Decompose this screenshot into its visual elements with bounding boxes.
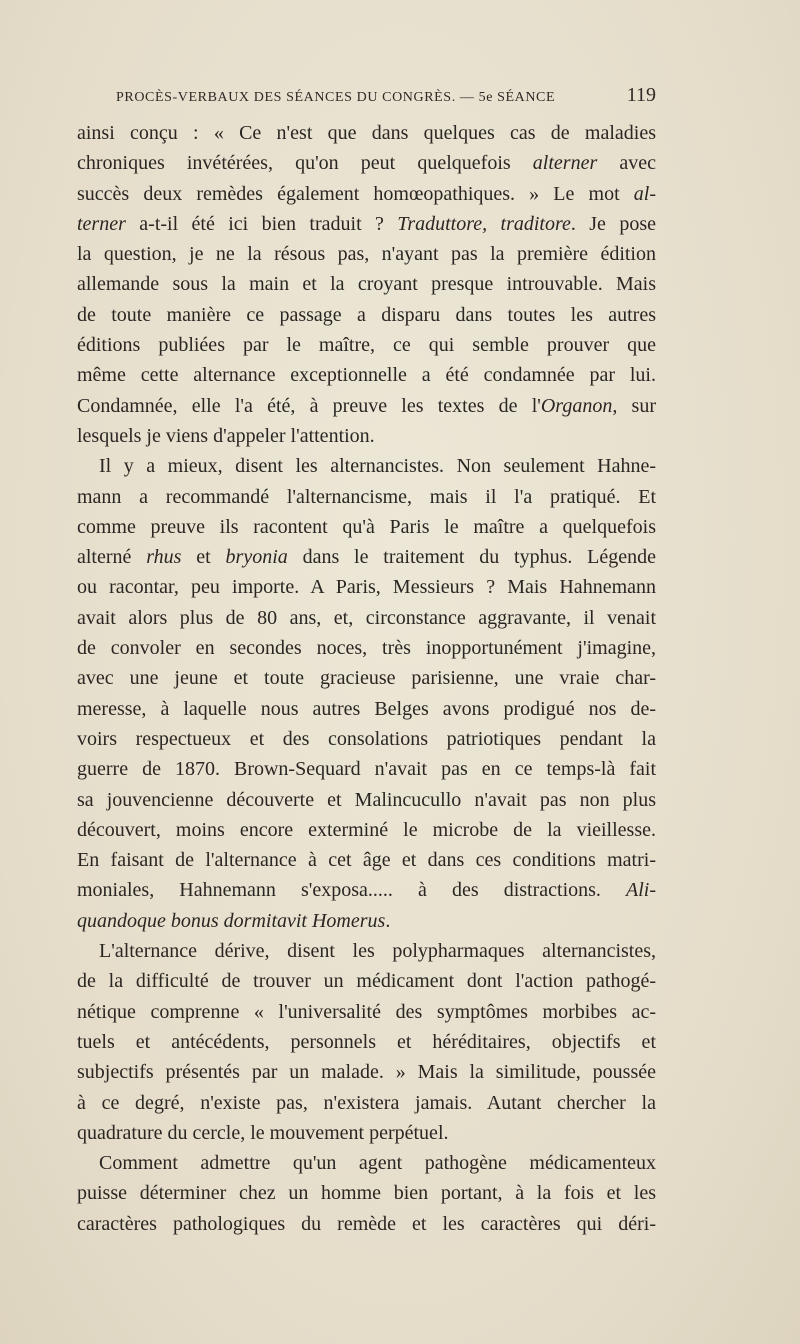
text-line: nétique comprenne « l'universalité des symptômes morbibes ac- xyxy=(77,1000,656,1023)
text-line: subjectifs présentés par un malade. » Mais la similitude, poussée xyxy=(77,1061,656,1084)
text-line: même cette alternance exceptionnelle a été condamnée par lui. xyxy=(77,364,656,387)
text-line: tuels et antécédents, personnels et héréditaires, objectifs et xyxy=(77,1030,656,1053)
text-line: allemande sous la main et la croyant presque introuvable. Mais xyxy=(77,273,656,296)
text-line: meresse, à laquelle nous autres Belges avons prodigué nos de- xyxy=(77,697,656,720)
text-line: caractères pathologiques du remède et les caractères qui déri- xyxy=(77,1212,656,1235)
text-line: alterné rhus et bryonia dans le traitement du typhus. Légende xyxy=(77,546,657,569)
text-line: la question, je ne la résous pas, n'ayant pas la première édition xyxy=(77,243,656,266)
body-text xyxy=(77,118,656,1239)
text-line: découvert, moins encore exterminé le microbe de la vieillesse. xyxy=(77,818,656,841)
text-line: mann a recommandé l'alternancisme, mais il l'a pratiqué. Et xyxy=(77,485,656,508)
text-line: quadrature du cercle, le mouvement perpétuel. xyxy=(77,1121,449,1144)
text-line: voirs respectueux et des consolations patriotiques pendant la xyxy=(77,727,656,750)
text-line: En faisant de l'alternance à cet âge et dans ces conditions matri- xyxy=(77,849,656,872)
text-line: Comment admettre qu'un agent pathogène médicamenteux xyxy=(99,1152,656,1175)
text-line: Il y a mieux, disent les alternancistes. Non seulement Hahne- xyxy=(99,455,656,478)
text-line: sa jouvencienne découverte et Malincucullo n'avait pas non plus xyxy=(77,788,656,811)
text-line: succès deux remèdes également homœopathiques. » Le mot al- xyxy=(77,182,656,205)
text-line: L'alternance dérive, disent les polypharmaques alternancistes, xyxy=(99,940,656,963)
text-line: ou racontar, peu importe. A Paris, Messieurs ? Mais Hahnemann xyxy=(77,576,656,599)
text-line: de toute manière ce passage a disparu dans toutes les autres xyxy=(77,303,656,326)
text-line: puisse déterminer chez un homme bien portant, à la fois et les xyxy=(77,1182,656,1205)
text-line: de convoler en secondes noces, très inopportunément j'imagine, xyxy=(77,637,656,660)
text-line: avec une jeune et toute gracieuse parisienne, une vraie char- xyxy=(77,667,656,690)
text-line: avait alors plus de 80 ans, et, circonstance aggravante, il venait xyxy=(77,606,656,629)
text-line: lesquels je viens d'appeler l'attention. xyxy=(77,424,375,447)
text-line: quandoque bonus dormitavit Homerus. xyxy=(77,909,391,932)
text-line: guerre de 1870. Brown-Sequard n'avait pas en ce temps-là fait xyxy=(77,758,656,781)
text-line: Condamnée, elle l'a été, à preuve les textes de l'Organon, sur xyxy=(77,394,656,417)
text-line: à ce degré, n'existe pas, n'existera jamais. Autant chercher la xyxy=(77,1091,656,1114)
running-head xyxy=(116,84,656,112)
text-line: ainsi conçu : « Ce n'est que dans quelques cas de maladies xyxy=(77,122,656,144)
text-line: terner a-t-il été ici bien traduit ? Traduttore, traditore. Je pose xyxy=(77,212,656,235)
text-line: moniales, Hahnemann s'exposa..... à des distractions. Ali- xyxy=(77,879,656,902)
text-line: éditions publiées par le maître, ce qui semble prouver que xyxy=(77,334,656,357)
text-line: de la difficulté de trouver un médicament dont l'action pathogé- xyxy=(77,970,656,993)
text-line: chroniques invétérées, qu'on peut quelquefois alterner avec xyxy=(77,152,656,175)
running-head-title: PROCÈS-VERBAUX DES SÉANCES DU CONGRÈS. — 5e SÉANCE xyxy=(116,90,556,105)
page-number: 119 xyxy=(626,84,656,106)
text-line: comme preuve ils racontent qu'à Paris le maître a quelquefois xyxy=(77,515,656,538)
